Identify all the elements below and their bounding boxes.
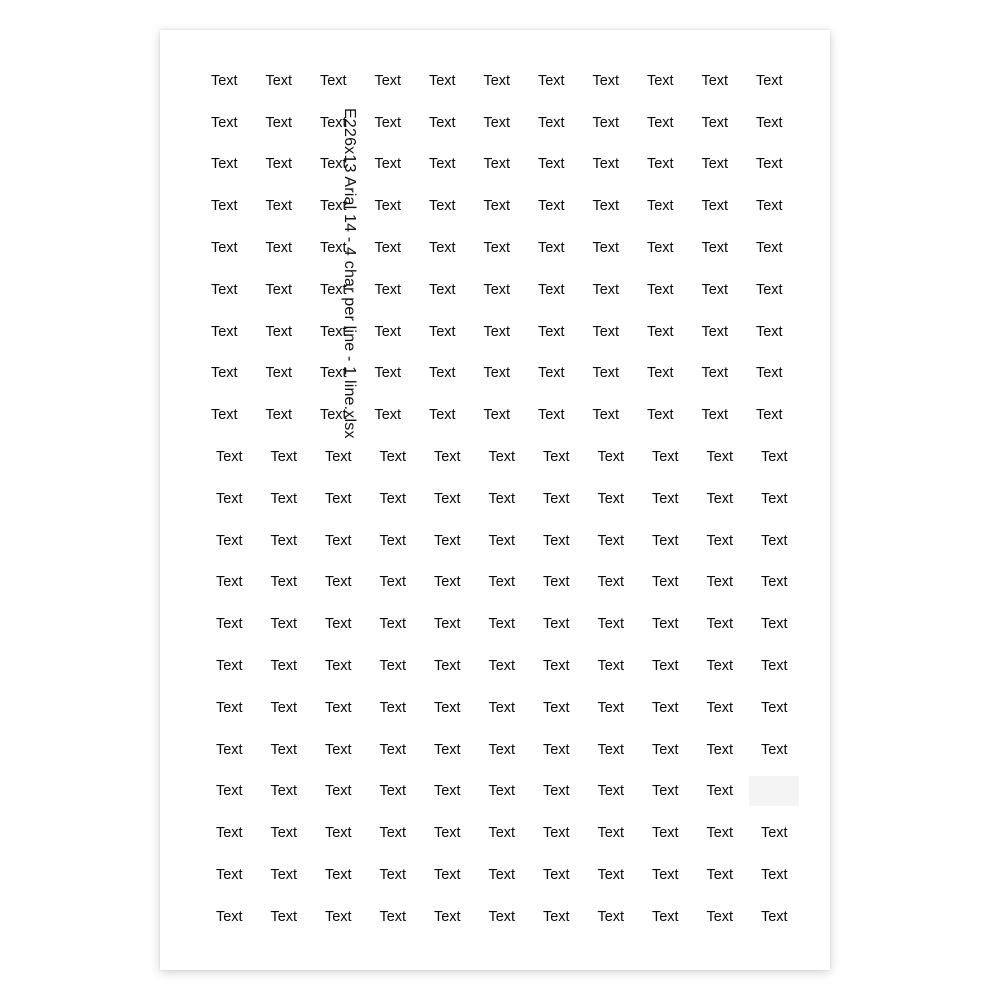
text-grid-cell: Text bbox=[210, 114, 238, 131]
text-grid-cell: Text bbox=[597, 741, 625, 758]
text-grid-cell: Text bbox=[379, 825, 407, 842]
text-grid-cell: Text bbox=[433, 574, 461, 591]
text-grid-cell: Text bbox=[379, 574, 407, 591]
text-grid-cell: Text bbox=[319, 365, 347, 382]
text-grid-cell: Text bbox=[760, 867, 788, 884]
text-grid-cell: Text bbox=[760, 532, 788, 549]
text-grid-cell: Text bbox=[488, 699, 516, 716]
text-grid-cell: Text bbox=[324, 490, 352, 507]
text-grid-cell: Text bbox=[755, 281, 783, 298]
text-grid-cell: Text bbox=[215, 825, 243, 842]
text-grid-cell: Text bbox=[542, 783, 570, 800]
text-grid-cell: Text bbox=[319, 240, 347, 257]
text-grid-cell: Text bbox=[488, 490, 516, 507]
text-grid-cell: Text bbox=[646, 156, 674, 173]
text-grid-cell: Text bbox=[324, 449, 352, 466]
text-grid-cell: Text bbox=[324, 658, 352, 675]
text-grid-cell: Text bbox=[483, 114, 511, 131]
text-grid-row bbox=[202, 729, 802, 771]
text-grid-cell: Text bbox=[379, 783, 407, 800]
text-grid-cell: Text bbox=[646, 281, 674, 298]
text-grid-cell: Text bbox=[488, 867, 516, 884]
text-grid-cell: Text bbox=[319, 281, 347, 298]
text-grid-cell: Text bbox=[760, 699, 788, 716]
text-grid-cell: Text bbox=[646, 365, 674, 382]
text-grid-cell: Text bbox=[646, 198, 674, 215]
text-grid-cell: Text bbox=[428, 156, 456, 173]
text-grid-cell: Text bbox=[755, 365, 783, 382]
text-grid-cell: Text bbox=[374, 156, 402, 173]
text-grid-cell: Text bbox=[215, 532, 243, 549]
text-grid-cell: Text bbox=[374, 365, 402, 382]
text-grid-cell: Text bbox=[210, 198, 238, 215]
text-grid-cell: Text bbox=[215, 867, 243, 884]
text-grid-cell: Text bbox=[597, 908, 625, 925]
text-grid-cell: Text bbox=[215, 449, 243, 466]
text-grid-cell: Text bbox=[488, 658, 516, 675]
text-grid-cell: Text bbox=[270, 658, 298, 675]
label-sheet bbox=[160, 30, 830, 970]
text-grid-cell: Text bbox=[210, 72, 238, 89]
text-grid-row bbox=[202, 854, 802, 896]
text-grid-cell: Text bbox=[592, 281, 620, 298]
text-grid-cell: Text bbox=[706, 783, 734, 800]
text-grid-cell: Text bbox=[379, 490, 407, 507]
text-grid-cell: Text bbox=[651, 867, 679, 884]
text-grid-cell: Text bbox=[379, 449, 407, 466]
text-grid-cell: Text bbox=[542, 490, 570, 507]
text-grid-row bbox=[202, 436, 802, 478]
text-grid-cell: Text bbox=[215, 783, 243, 800]
text-grid-row bbox=[202, 896, 802, 938]
text-grid-cell: Text bbox=[379, 616, 407, 633]
text-grid-cell: Text bbox=[651, 574, 679, 591]
text-grid-row bbox=[202, 645, 802, 687]
text-grid-cell: Text bbox=[651, 741, 679, 758]
text-grid-cell: Text bbox=[433, 616, 461, 633]
text-grid-cell: Text bbox=[210, 281, 238, 298]
text-grid-cell: Text bbox=[265, 156, 293, 173]
text-grid-cell: Text bbox=[488, 574, 516, 591]
text-grid-cell: Text bbox=[542, 532, 570, 549]
text-grid-cell: Text bbox=[265, 198, 293, 215]
text-grid-cell: Text bbox=[324, 616, 352, 633]
text-grid-cell: Text bbox=[651, 825, 679, 842]
text-grid-row bbox=[202, 311, 802, 353]
text-grid-row bbox=[202, 269, 802, 311]
text-grid-cell: Text bbox=[270, 490, 298, 507]
text-grid-cell: Text bbox=[542, 574, 570, 591]
text-grid-cell: Text bbox=[706, 532, 734, 549]
text-grid-cell: Text bbox=[215, 699, 243, 716]
text-grid-cell: Text bbox=[760, 825, 788, 842]
text-grid-cell: Text bbox=[324, 908, 352, 925]
text-grid-cell: Text bbox=[706, 574, 734, 591]
text-grid-cell: Text bbox=[651, 616, 679, 633]
text-grid-cell: Text bbox=[379, 908, 407, 925]
text-grid-cell: Text bbox=[433, 658, 461, 675]
text-grid-cell: Text bbox=[428, 323, 456, 340]
text-grid-cell: Text bbox=[319, 323, 347, 340]
text-grid-cell: Text bbox=[265, 365, 293, 382]
text-grid-cell: Text bbox=[651, 908, 679, 925]
text-grid-cell: Text bbox=[651, 532, 679, 549]
text-grid-row bbox=[202, 603, 802, 645]
text-grid-cell: Text bbox=[488, 908, 516, 925]
text-grid-row bbox=[202, 60, 802, 102]
text-grid-cell: Text bbox=[433, 449, 461, 466]
text-grid-cell: Text bbox=[270, 574, 298, 591]
text-grid-cell: Text bbox=[433, 741, 461, 758]
text-grid-cell: Text bbox=[319, 72, 347, 89]
text-grid-cell: Text bbox=[760, 616, 788, 633]
text-grid-cell: Text bbox=[597, 532, 625, 549]
text-grid-cell: Text bbox=[488, 825, 516, 842]
text-grid-cell: Text bbox=[428, 114, 456, 131]
text-grid-cell: Text bbox=[270, 783, 298, 800]
text-grid-cell: Text bbox=[755, 198, 783, 215]
text-grid-cell: Text bbox=[488, 783, 516, 800]
text-grid-cell: Text bbox=[379, 867, 407, 884]
text-grid-cell: Text bbox=[379, 532, 407, 549]
text-grid-cell: Text bbox=[324, 532, 352, 549]
text-grid-cell: Text bbox=[324, 783, 352, 800]
text-grid-cell: Text bbox=[542, 741, 570, 758]
text-grid-cell: Text bbox=[597, 449, 625, 466]
text-grid-cell: Text bbox=[597, 574, 625, 591]
text-grid-cell: Text bbox=[210, 407, 238, 424]
text-grid-cell: Text bbox=[270, 908, 298, 925]
text-grid-cell: Text bbox=[651, 783, 679, 800]
text-grid-row bbox=[202, 394, 802, 436]
text-grid-cell: Text bbox=[701, 198, 729, 215]
text-grid-cell: Text bbox=[537, 240, 565, 257]
text-grid-cell: Text bbox=[483, 198, 511, 215]
text-grid-cell: Text bbox=[760, 490, 788, 507]
text-grid-cell: Text bbox=[592, 156, 620, 173]
text-grid-cell: Text bbox=[646, 114, 674, 131]
text-grid-cell: Text bbox=[270, 699, 298, 716]
text-grid-cell: Text bbox=[760, 574, 788, 591]
text-grid-row bbox=[202, 478, 802, 520]
text-grid-cell: Text bbox=[374, 240, 402, 257]
text-grid-cell: Text bbox=[374, 72, 402, 89]
text-grid-cell: Text bbox=[755, 72, 783, 89]
text-grid-cell: Text bbox=[215, 574, 243, 591]
text-grid-cell: Text bbox=[379, 658, 407, 675]
text-grid-cell: Text bbox=[760, 741, 788, 758]
text-grid-cell: Text bbox=[428, 365, 456, 382]
text-grid-cell: Text bbox=[701, 156, 729, 173]
text-grid-cell: Text bbox=[433, 699, 461, 716]
text-grid-cell: Text bbox=[537, 72, 565, 89]
text-grid-cell: Text bbox=[483, 323, 511, 340]
text-grid-cell: Text bbox=[215, 908, 243, 925]
text-grid-cell: Text bbox=[706, 616, 734, 633]
text-grid-cell: Text bbox=[537, 114, 565, 131]
text-grid-cell: Text bbox=[483, 407, 511, 424]
text-grid-cell: Text bbox=[597, 616, 625, 633]
text-grid-cell: Text bbox=[592, 114, 620, 131]
text-grid-cell: Text bbox=[374, 323, 402, 340]
text-grid-cell: Text bbox=[701, 72, 729, 89]
text-grid-cell: Text bbox=[483, 72, 511, 89]
text-grid-cell: Text bbox=[324, 825, 352, 842]
text-grid-cell: Text bbox=[755, 114, 783, 131]
text-grid-cell: Text bbox=[706, 490, 734, 507]
text-grid-cell: Text bbox=[542, 825, 570, 842]
text-grid-cell: Text bbox=[265, 323, 293, 340]
text-grid-cell: Text bbox=[428, 281, 456, 298]
text-grid-row bbox=[202, 562, 802, 604]
text-grid-row bbox=[202, 771, 802, 813]
text-grid-cell: Text bbox=[215, 658, 243, 675]
text-grid-cell: Text bbox=[210, 156, 238, 173]
text-grid-cell: Text bbox=[597, 825, 625, 842]
text-grid-cell: Text bbox=[265, 240, 293, 257]
text-grid-cell: Text bbox=[597, 699, 625, 716]
text-grid-cell: Text bbox=[428, 72, 456, 89]
text-grid-cell: Text bbox=[428, 407, 456, 424]
text-grid-cell: Text bbox=[592, 407, 620, 424]
text-grid-cell: Text bbox=[319, 156, 347, 173]
text-grid-cell: Text bbox=[265, 407, 293, 424]
text-grid-cell: Text bbox=[651, 699, 679, 716]
text-grid-cell: Text bbox=[270, 867, 298, 884]
text-grid-cell: Text bbox=[374, 198, 402, 215]
text-grid-cell: Text bbox=[433, 825, 461, 842]
text-grid-cell: Text bbox=[537, 156, 565, 173]
text-grid-row bbox=[202, 102, 802, 144]
text-grid-cell: Text bbox=[706, 908, 734, 925]
text-grid-cell: Text bbox=[755, 407, 783, 424]
text-grid-cell: Text bbox=[706, 867, 734, 884]
text-grid-cell: Text bbox=[646, 407, 674, 424]
text-grid-cell: Text bbox=[428, 240, 456, 257]
text-grid-cell: Text bbox=[542, 658, 570, 675]
text-grid-row bbox=[202, 144, 802, 186]
text-grid-cell: Text bbox=[488, 449, 516, 466]
text-grid-cell: Text bbox=[374, 114, 402, 131]
text-grid-cell: Text bbox=[210, 365, 238, 382]
text-grid-cell: Text bbox=[646, 323, 674, 340]
text-grid-cell: Text bbox=[701, 323, 729, 340]
text-grid-cell: Text bbox=[433, 490, 461, 507]
text-grid-row bbox=[202, 687, 802, 729]
text-grid-cell: Text bbox=[270, 532, 298, 549]
text-grid-cell: Text bbox=[270, 449, 298, 466]
text-grid-cell: Text bbox=[433, 908, 461, 925]
text-grid-row bbox=[202, 353, 802, 395]
text-grid-cell: Text bbox=[324, 699, 352, 716]
text-grid-cell: Text bbox=[542, 867, 570, 884]
text-grid-cell: Text bbox=[701, 365, 729, 382]
text-grid-cell: Text bbox=[210, 240, 238, 257]
text-grid-cell: Text bbox=[646, 240, 674, 257]
text-grid-cell: Text bbox=[265, 114, 293, 131]
text-grid-cell: Text bbox=[542, 699, 570, 716]
text-grid-cell: Text bbox=[755, 156, 783, 173]
text-grid-cell: Text bbox=[488, 532, 516, 549]
text-grid-cell: Text bbox=[592, 365, 620, 382]
text-grid-cell: Text bbox=[755, 240, 783, 257]
text-grid-cell: Text bbox=[270, 825, 298, 842]
text-grid-cell: Text bbox=[537, 198, 565, 215]
text-grid-cell: Text bbox=[537, 281, 565, 298]
text-grid-cell: Text bbox=[379, 699, 407, 716]
text-grid-cell: Text bbox=[646, 72, 674, 89]
text-grid-cell: Text bbox=[215, 490, 243, 507]
text-grid-cell: Text bbox=[760, 908, 788, 925]
text-grid-cell: Text bbox=[483, 240, 511, 257]
text-grid-row bbox=[202, 185, 802, 227]
text-grid-cell: Text bbox=[592, 72, 620, 89]
text-grid-cell: Text bbox=[755, 323, 783, 340]
text-grid-cell: Text bbox=[701, 407, 729, 424]
text-grid-cell: Text bbox=[597, 490, 625, 507]
text-grid-cell: Text bbox=[706, 699, 734, 716]
text-grid-row bbox=[202, 227, 802, 269]
document-filename-caption: E226x13 Arial 14 - 4 char per line - 1 line.xlsx bbox=[341, 108, 358, 439]
text-grid-cell: Text bbox=[542, 616, 570, 633]
text-grid-cell: Text bbox=[433, 867, 461, 884]
text-grid-cell: Text bbox=[319, 114, 347, 131]
text-grid-cell: Text bbox=[483, 281, 511, 298]
text-grid-cell: Text bbox=[488, 741, 516, 758]
text-grid-cell: Text bbox=[433, 783, 461, 800]
text-grid-cell: Text bbox=[651, 490, 679, 507]
text-grid bbox=[202, 60, 802, 940]
text-grid-cell: Text bbox=[483, 156, 511, 173]
text-grid-cell: Text bbox=[537, 365, 565, 382]
text-grid-cell: Text bbox=[270, 741, 298, 758]
text-grid-cell: Text bbox=[706, 658, 734, 675]
text-grid-cell: Text bbox=[374, 407, 402, 424]
text-grid-cell: Text bbox=[597, 658, 625, 675]
text-grid-cell: Text bbox=[270, 616, 298, 633]
text-grid-row bbox=[202, 520, 802, 562]
text-grid-cell: Text bbox=[542, 449, 570, 466]
text-grid-cell: Text bbox=[210, 323, 238, 340]
text-grid-cell: Text bbox=[319, 198, 347, 215]
text-grid-cell: Text bbox=[265, 72, 293, 89]
text-grid-cell: Text bbox=[265, 281, 293, 298]
text-grid-cell: Text bbox=[537, 407, 565, 424]
text-grid-cell: Text bbox=[324, 867, 352, 884]
text-grid-cell: Text bbox=[324, 741, 352, 758]
text-grid-cell: Text bbox=[701, 240, 729, 257]
text-grid-cell: Text bbox=[374, 281, 402, 298]
text-grid-cell: Text bbox=[597, 783, 625, 800]
text-grid-cell: Text bbox=[542, 908, 570, 925]
text-grid-cell: Text bbox=[488, 616, 516, 633]
text-grid-cell: Text bbox=[706, 741, 734, 758]
text-grid-cell: Text bbox=[537, 323, 565, 340]
text-grid-cell: Text bbox=[701, 114, 729, 131]
text-grid-cell: Text bbox=[706, 825, 734, 842]
text-grid-cell: Text bbox=[215, 741, 243, 758]
text-grid-cell: Text bbox=[651, 658, 679, 675]
text-grid-cell: Text bbox=[706, 449, 734, 466]
text-grid-cell: Text bbox=[324, 574, 352, 591]
text-grid-cell: Text bbox=[483, 365, 511, 382]
text-grid-cell-blank bbox=[749, 776, 799, 806]
text-grid-cell: Text bbox=[651, 449, 679, 466]
text-grid-cell: Text bbox=[760, 449, 788, 466]
text-grid-cell: Text bbox=[701, 281, 729, 298]
text-grid-cell: Text bbox=[597, 867, 625, 884]
text-grid-cell: Text bbox=[592, 198, 620, 215]
text-grid-cell: Text bbox=[428, 198, 456, 215]
text-grid-cell: Text bbox=[433, 532, 461, 549]
text-grid-cell: Text bbox=[592, 323, 620, 340]
text-grid-cell: Text bbox=[379, 741, 407, 758]
text-grid-row bbox=[202, 812, 802, 854]
text-grid-cell: Text bbox=[760, 658, 788, 675]
text-grid-cell: Text bbox=[215, 616, 243, 633]
text-grid-cell: Text bbox=[319, 407, 347, 424]
text-grid-cell: Text bbox=[592, 240, 620, 257]
